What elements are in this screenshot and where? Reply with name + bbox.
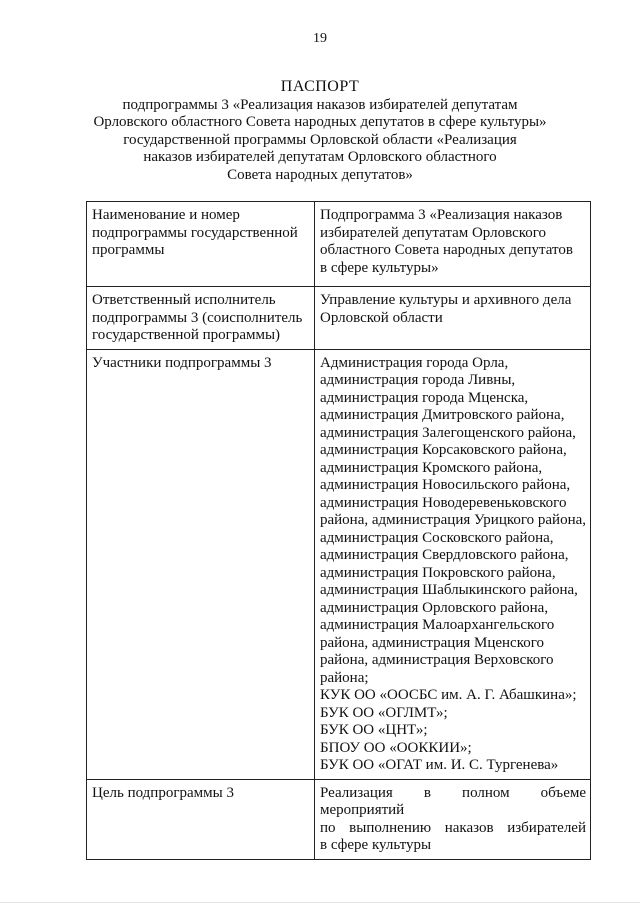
participant-line: КУК ОО «ООСБС им. А. Г. Абашкина»; [320, 687, 577, 703]
participant-line: администрация Дмитровского района, [320, 407, 565, 423]
value-line: избирателей депутатам Орловского [320, 224, 547, 241]
participant-line: района, администрация Мценского [320, 634, 545, 651]
participant-line: администрация Орловского района, [320, 599, 549, 616]
row-label-cell [87, 349, 315, 779]
table-row [87, 202, 591, 287]
row-label-cell [87, 202, 315, 287]
participant-line: администрация Залегощенского района, [320, 424, 576, 441]
value-line: Управление культуры и архивного дела [320, 292, 572, 308]
table-row [87, 349, 591, 779]
value-line: в сфере культуры» [320, 259, 439, 276]
heading-line: Совета народных депутатов» [227, 166, 413, 183]
table-row [87, 779, 591, 859]
row-label-cell [87, 287, 315, 350]
participant-line: администрация Новосильского района, [320, 477, 571, 493]
participant-line: БУК ОО «ОГЛМТ»; [320, 704, 448, 721]
participant-line: администрация Сосковского района, [320, 529, 554, 546]
participant-line: Администрация города Орла, [320, 354, 509, 371]
passport-table [86, 201, 591, 860]
participant-line: района; [320, 669, 369, 686]
participant-line: администрация Свердловского района, [320, 547, 569, 563]
row-value-cell [315, 779, 591, 859]
value-line: в сфере культуры [320, 837, 432, 853]
participant-line: администрация Корсаковского района, [320, 442, 567, 458]
participant-line: БУК ОО «ОГАТ им. И. С. Тургенева» [320, 757, 559, 773]
value-line: Орловской области [320, 309, 443, 326]
page-number: 19 [313, 31, 327, 46]
heading-line: наказов избирателей депутатам Орловского областного [143, 149, 497, 166]
label-line: программы [92, 242, 165, 258]
participant-line: администрация Кромского района, [320, 459, 543, 476]
value-line: областного Совета народных депутатов [320, 242, 573, 258]
table-row [87, 287, 591, 350]
label-line: государственной программы) [92, 327, 281, 343]
label-line: подпрограммы государственной [92, 224, 298, 241]
label-line: подпрограммы 3 (соисполнитель [92, 309, 303, 326]
page-bottom-edge [0, 902, 640, 903]
participant-line: района, администрация Верховского [320, 652, 554, 668]
participant-line: администрация Покровского района, [320, 564, 556, 581]
row-value-cell [315, 287, 591, 350]
participant-line: администрация Новодеревеньковского [320, 494, 567, 511]
participant-line: БУК ОО «ЦНТ»; [320, 722, 428, 738]
participant-line: администрация города Мценска, [320, 389, 529, 406]
heading-line: государственной программы Орловской области «Реализация [123, 131, 517, 148]
row-value-cell [315, 202, 591, 287]
participant-line: администрация города Ливны, [320, 372, 516, 388]
participant-line: района, администрация Урицкого района, [320, 512, 587, 528]
participant-line: администрация Шаблыкинского района, [320, 582, 578, 598]
label-line: Наименование и номер [92, 207, 240, 223]
participant-line: администрация Малоархангельского [320, 617, 555, 633]
document-heading [0, 78, 640, 185]
value-line: по выполнению наказов избирателей [320, 819, 586, 836]
participants-cell [315, 349, 591, 779]
document-title: ПАСПОРТ [280, 78, 360, 95]
label-line: Участники подпрограммы 3 [92, 354, 272, 371]
value-line: Реализация в полном объеме мероприятий [320, 784, 586, 818]
label-line: Цель подпрограммы 3 [92, 784, 234, 801]
label-line: Ответственный исполнитель [92, 292, 276, 308]
row-label-cell [87, 779, 315, 859]
heading-line: Орловского областного Совета народных депутатов в сфере культуры» [93, 114, 547, 131]
participant-line: БПОУ ОО «ООККИИ»; [320, 739, 472, 756]
value-line: Подпрограмма 3 «Реализация наказов [320, 207, 563, 223]
heading-line: подпрограммы 3 «Реализация наказов избирателей депутатам [122, 96, 518, 113]
